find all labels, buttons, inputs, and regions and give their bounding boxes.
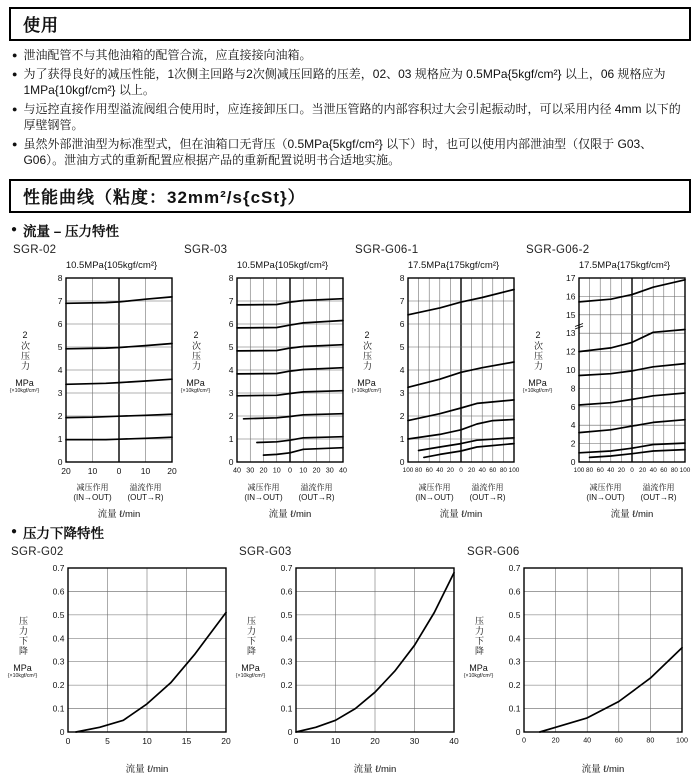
svg-text:4: 4 [57,364,63,375]
svg-text:4: 4 [228,364,234,375]
svg-text:6: 6 [228,318,234,329]
svg-text:40: 40 [583,735,592,745]
svg-text:40: 40 [339,465,347,475]
svg-text:4: 4 [570,419,576,430]
chart-pressure-label: 10.5MPa{105kgf/cm²} [236,259,329,271]
chart-model-label: SGR-03 [184,243,228,256]
x-axis-title: 流量 ℓ/min [97,508,141,520]
usage-bullet-text: 泄油配管不与其他油箱的配管合流，应直接接向油箱。 [23,48,312,62]
svg-text:100: 100 [402,466,414,474]
drop-chart-sgr-g06 [465,546,691,775]
usage-bullet-text: 虽然外部泄油型为标准型式，但在油箱口无背压（0.5MPa{5kgf/cm²} 以下）时，也可以使用内部泄油型（仅限于 G03、G06）。泄油方式的重新配置应根据产品的重新配置说明书合适地实施。 [23,136,653,167]
y-axis-label: 2次压力 [362,330,372,372]
drop-plot [36,562,234,759]
svg-text:10: 10 [566,364,576,375]
drop-plot [264,562,462,759]
y-axis-label-group [522,272,553,483]
usage-bullet-list [12,48,689,169]
y-axis-unit: MPa [13,662,32,673]
svg-text:20: 20 [617,466,625,474]
svg-text:0.2: 0.2 [280,679,293,690]
svg-text:0: 0 [287,726,293,737]
svg-text:16: 16 [566,291,576,302]
flow-plot [211,272,351,483]
svg-text:10: 10 [330,735,341,746]
usage-bullet [12,67,689,99]
y-axis-unit: MPa [528,378,547,389]
y-axis-unit: MPa [15,378,34,389]
flow-chart-row [9,244,691,520]
y-axis-unit: MPa [357,378,376,389]
chart-pressure-label: 17.5MPa{175kgf/cm²} [407,259,500,271]
svg-text:5: 5 [399,341,405,352]
svg-text:1: 1 [57,433,63,444]
svg-text:8: 8 [228,272,234,283]
y-axis-unit: MPa [241,662,260,673]
svg-text:7: 7 [228,295,234,306]
svg-text:0.7: 0.7 [508,562,521,573]
svg-text:0.1: 0.1 [52,703,65,714]
svg-text:40: 40 [449,735,459,746]
chart-pressure-label: 10.5MPa{105kgf/cm²} [65,259,158,271]
svg-text:3: 3 [399,387,405,398]
svg-text:0.7: 0.7 [52,562,65,573]
svg-text:20: 20 [61,465,71,476]
svg-text:8: 8 [57,272,63,283]
svg-text:0.6: 0.6 [52,586,65,597]
svg-text:20: 20 [370,735,380,746]
svg-text:0: 0 [293,735,299,746]
svg-text:2: 2 [570,438,576,449]
svg-text:80: 80 [499,466,507,474]
svg-text:0: 0 [570,456,576,467]
svg-text:6: 6 [570,401,576,412]
svg-text:7: 7 [399,295,405,306]
drop-chart-row [9,546,691,775]
reduce-legend: 减压作用 (IN→OUT) [586,482,625,502]
relief-legend: 溢流作用 (OUT→R) [298,482,335,502]
svg-text:20: 20 [468,466,476,474]
usage-bullet [12,48,689,64]
svg-text:10: 10 [87,465,98,476]
y-axis-label-group [237,562,264,759]
svg-text:60: 60 [489,466,497,474]
svg-text:3: 3 [57,387,63,398]
svg-text:80: 80 [670,466,678,474]
chart-pressure-label: 17.5MPa{175kgf/cm²} [578,259,671,271]
svg-text:80: 80 [415,466,423,474]
flow-plot [553,272,693,483]
svg-text:0.1: 0.1 [280,703,293,714]
svg-text:3: 3 [228,387,234,398]
svg-text:15: 15 [566,309,576,320]
y-axis-unit: MPa [186,378,205,389]
y-axis-label: 压力下降 [246,615,256,656]
svg-text:15: 15 [181,735,192,746]
svg-text:1: 1 [399,433,405,444]
pressure-drop-heading-text: 压力下降特性 [23,525,105,541]
chart-model-label: SGR-G02 [11,545,64,558]
chart-model-label: SGR-G06-1 [355,243,419,256]
svg-text:10: 10 [299,465,308,475]
drop-chart-sgr-g02 [9,546,235,775]
svg-text:0.5: 0.5 [280,609,293,620]
svg-text:7: 7 [57,295,63,306]
svg-text:10: 10 [142,735,152,746]
svg-text:60: 60 [660,466,668,474]
svg-text:0.5: 0.5 [52,609,65,620]
x-axis-title: 流量 ℓ/min [610,508,654,520]
svg-text:2: 2 [399,410,405,421]
performance-section-header: 性能曲线（粘度：32mm²/s{cSt}） [9,179,691,213]
svg-text:60: 60 [614,735,623,745]
drop-plot [492,562,690,759]
svg-text:2: 2 [57,410,63,421]
x-axis-legends [237,483,343,503]
flow-chart-sgr-g06-1 [351,244,522,520]
flow-chart-sgr-02 [9,244,180,520]
bullet-icon: ● [11,224,18,236]
pressure-drop-heading [11,522,691,542]
svg-text:0.3: 0.3 [280,656,293,667]
svg-text:40: 40 [233,465,241,475]
svg-text:0: 0 [288,465,292,475]
usage-bullet-text: 与远控直接作用型溢流阀组合使用时，应连接卸压口。当泄压管路的内部容积过大会引起振动时，可以采用内径 4mm 以下的厚壁钢管。 [23,101,681,132]
chart-model-label: SGR-G06-2 [526,243,590,256]
svg-text:30: 30 [325,465,334,475]
y-axis-label: 压力下降 [18,615,28,656]
svg-text:40: 40 [436,466,444,474]
chart-model-label: SGR-G03 [239,545,292,558]
reduce-legend: 减压作用 (IN→OUT) [244,482,283,502]
reduce-legend: 减压作用 (IN→OUT) [415,482,454,502]
svg-text:80: 80 [586,466,594,474]
svg-text:40: 40 [607,466,615,474]
relief-legend: 溢流作用 (OUT→R) [127,482,164,502]
svg-text:100: 100 [508,466,520,474]
flow-plot [382,272,522,483]
y-axis-unit-alt: {×10kgf/cm²} [522,388,553,395]
svg-text:10: 10 [140,465,151,476]
usage-bullet-text: 为了获得良好的减压性能，1次侧主回路与2次侧减压回路的压差，02、03 规格应为 0.5MPa{5kgf/cm²} 以上，06 规格应为 1MPa{10kgf/cm²} 以上。 [23,66,666,97]
usage-section-header: 使用 [9,7,691,41]
svg-text:60: 60 [596,466,604,474]
svg-text:0: 0 [228,456,234,467]
svg-text:0.4: 0.4 [508,632,521,643]
y-axis-label-group [465,562,492,759]
flow-chart-sgr-03 [180,244,351,520]
svg-text:100: 100 [676,735,688,745]
svg-text:0: 0 [515,726,521,737]
bullet-icon: ● [12,103,18,114]
x-axis-title: 流量 ℓ/min [353,763,397,775]
svg-text:0: 0 [65,735,71,746]
flow-plot [40,272,180,483]
svg-text:20: 20 [312,465,321,475]
svg-text:0: 0 [522,735,526,745]
svg-text:40: 40 [649,466,657,474]
x-axis-title: 流量 ℓ/min [581,763,625,775]
svg-text:0.2: 0.2 [52,679,65,690]
svg-text:12: 12 [566,346,576,357]
svg-text:0: 0 [459,466,463,474]
bullet-icon: ● [12,138,18,149]
svg-text:6: 6 [399,318,405,329]
x-axis-legends [66,483,172,503]
svg-text:5: 5 [57,341,63,352]
bullet-icon: ● [12,68,18,79]
y-axis-label: 2次压力 [20,330,30,372]
y-axis-label-group [9,272,40,483]
svg-text:2: 2 [228,410,234,421]
svg-text:0.5: 0.5 [508,609,521,620]
svg-text:1: 1 [228,433,234,444]
x-axis-title: 流量 ℓ/min [125,763,169,775]
svg-text:0: 0 [630,466,634,474]
x-axis-title: 流量 ℓ/min [268,508,312,520]
relief-legend: 溢流作用 (OUT→R) [640,482,677,502]
svg-text:20: 20 [639,466,647,474]
chart-model-label: SGR-G06 [467,545,520,558]
svg-text:20: 20 [167,465,177,476]
y-axis-unit-alt: {×10kgf/cm²} [7,672,38,679]
svg-text:0: 0 [59,726,65,737]
y-axis-label: 2次压力 [533,330,543,372]
drop-chart-sgr-g03 [237,546,463,775]
y-axis-unit-alt: {×10kgf/cm²} [463,672,494,679]
usage-bullet [12,137,689,169]
svg-text:0.4: 0.4 [52,632,65,643]
y-axis-unit-alt: {×10kgf/cm²} [235,672,266,679]
reduce-legend: 减压作用 (IN→OUT) [73,482,112,502]
svg-text:100: 100 [679,466,691,474]
svg-text:8: 8 [570,383,576,394]
x-axis-title: 流量 ℓ/min [439,508,483,520]
svg-text:60: 60 [425,466,433,474]
y-axis-label-group [9,562,36,759]
svg-text:40: 40 [478,466,486,474]
y-axis-label: 2次压力 [191,330,201,372]
usage-bullet [12,102,689,134]
svg-text:80: 80 [646,735,655,745]
svg-text:10: 10 [272,465,281,475]
svg-text:0.3: 0.3 [508,656,521,667]
svg-text:0.3: 0.3 [52,656,65,667]
relief-legend: 溢流作用 (OUT→R) [469,482,506,502]
y-axis-unit-alt: {×10kgf/cm²} [351,388,382,395]
svg-text:5: 5 [105,735,110,746]
svg-text:0.6: 0.6 [280,586,293,597]
flow-chart-sgr-g06-2 [522,244,693,520]
y-axis-unit-alt: {×10kgf/cm²} [9,388,40,395]
svg-text:0: 0 [116,465,122,476]
bullet-icon: ● [12,50,18,60]
svg-text:30: 30 [409,735,420,746]
bullet-icon: ● [11,526,18,538]
svg-text:100: 100 [573,466,585,474]
svg-text:20: 20 [446,466,454,474]
flow-pressure-heading-text: 流量 – 压力特性 [23,223,120,239]
svg-text:6: 6 [57,318,63,329]
svg-text:0: 0 [399,456,405,467]
svg-text:13: 13 [566,327,576,338]
y-axis-label-group [351,272,382,483]
x-axis-legends [408,483,514,503]
chart-model-label: SGR-02 [13,243,57,256]
svg-text:8: 8 [399,272,405,283]
svg-text:0.7: 0.7 [280,562,293,573]
y-axis-unit: MPa [469,662,488,673]
flow-pressure-heading [11,220,691,240]
y-axis-unit-alt: {×10kgf/cm²} [180,388,211,395]
x-axis-legends [579,483,685,503]
svg-text:0.4: 0.4 [280,632,293,643]
svg-text:0: 0 [57,456,63,467]
y-axis-label-group [180,272,211,483]
svg-text:20: 20 [259,465,268,475]
svg-text:20: 20 [221,735,231,746]
svg-text:0.2: 0.2 [508,679,521,690]
svg-text:4: 4 [399,364,405,375]
svg-text:20: 20 [551,735,560,745]
svg-text:0.1: 0.1 [508,703,521,714]
y-axis-label: 压力下降 [474,615,484,656]
svg-text:0.6: 0.6 [508,586,521,597]
svg-text:17: 17 [566,272,576,283]
svg-text:5: 5 [228,341,234,352]
svg-text:30: 30 [246,465,255,475]
